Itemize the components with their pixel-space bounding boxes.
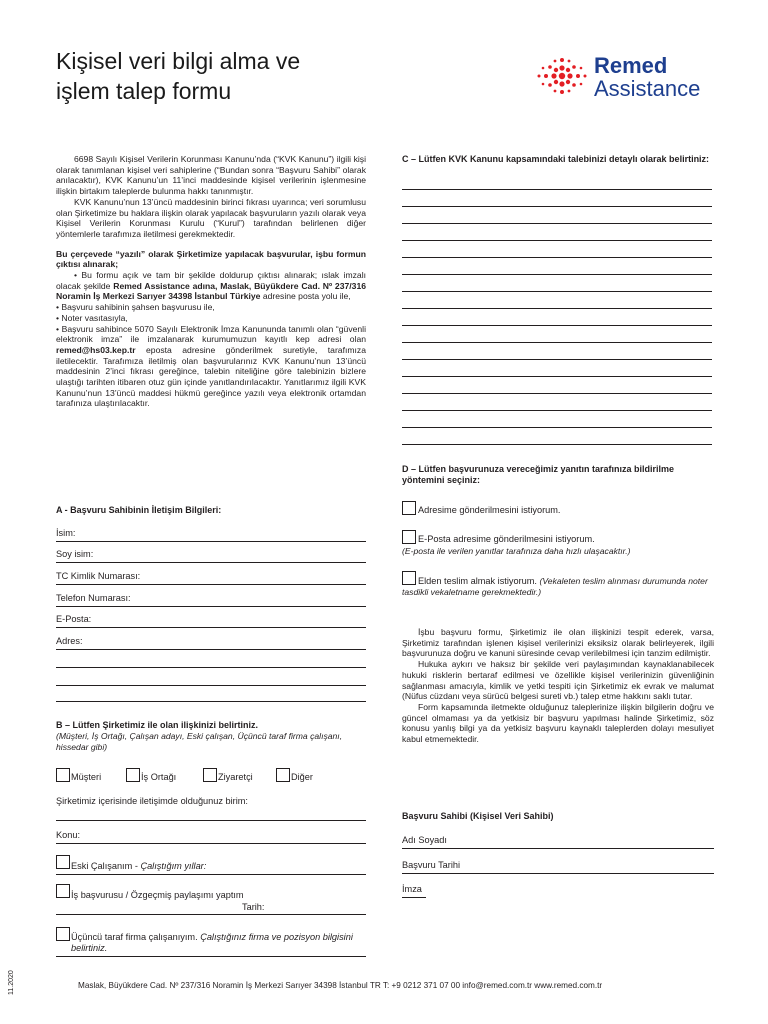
checkbox-diger[interactable] — [276, 768, 290, 782]
field-label-eposta: E-Posta: — [56, 614, 92, 624]
field-input-tc[interactable] — [56, 584, 366, 585]
checkbox-ucuncu-taraf[interactable] — [56, 927, 70, 941]
request-line-12[interactable] — [402, 376, 712, 377]
checkbox-label-elden: Elden teslim almak istiyorum. (Vekaleten teslim alınması durumunda noter tasdikli vekaletname gerekmektedir.) — [402, 576, 708, 597]
remed-logo-icon — [536, 55, 588, 97]
field-input-basvuru-tarihi[interactable] — [402, 873, 714, 874]
field-label-soyisim: Soy isim: — [56, 549, 94, 559]
request-line-10[interactable] — [402, 342, 712, 343]
field-label-isim: İsim: — [56, 528, 76, 538]
intro-bullet-1: • Bu formu açık ve tam bir şekilde doldurup çıktısı alınarak; ıslak imzalı olacak şekilde Remed Assistance adına, Maslak, Büyükdere Cad. Nº 237/316 Noramin İş Merkezi Sarıyer 34398 İstanbul Türkiye adresine posta yolu ile, — [56, 270, 367, 302]
checkbox-is-ortagi[interactable] — [126, 768, 140, 782]
field-input-isim[interactable] — [56, 541, 366, 542]
checkbox-label-ucuncu-taraf: Üçüncü taraf firma çalışanıyım. Çalıştığınız firma ve pozisyon bilgisini belirtiniz. — [71, 932, 353, 953]
checkbox-eposta[interactable] — [402, 530, 416, 544]
checkbox-adres[interactable] — [402, 501, 416, 515]
title-line-2: işlem talep formu — [56, 78, 232, 104]
request-line-9[interactable] — [402, 325, 712, 326]
field-input-ucuncu-taraf[interactable] — [56, 956, 366, 957]
field-label-basvuru-tarihi: Başvuru Tarihi — [402, 860, 461, 870]
request-line-1[interactable] — [402, 189, 712, 190]
checkbox-label-adres: Adresime gönderilmesini istiyorum. — [418, 505, 561, 515]
page-title — [56, 46, 386, 106]
field-input-adres-2[interactable] — [56, 667, 366, 668]
field-input-adres-1[interactable] — [56, 649, 366, 650]
field-input-adres-4[interactable] — [56, 701, 366, 702]
request-line-3[interactable] — [402, 223, 712, 224]
intro-paragraph-1: 6698 Sayılı Kişisel Verilerin Korunması Kanunu’nda (“KVK Kanunu”) ilgili kişi olarak tanımlanan kişisel veri sahiplerine (“Bundan sonra “Başvuru Sahibi” olarak anılacaktır), KVK Kanunu’un 11’inci maddesinde kişisel verilerinin işlenmesine ilişkin birtakım taleplerde bulunma hakkı tanınmıştır. — [56, 154, 366, 197]
intro-bullet-2: • Başvuru sahibinin şahsen başvurusu ile, — [56, 302, 215, 313]
request-line-11[interactable] — [402, 359, 712, 360]
signature-heading: Başvuru Sahibi (Kişisel Veri Sahibi) — [402, 811, 554, 821]
closing-text — [402, 627, 714, 745]
checkbox-label-musteri: Müşteri — [71, 772, 102, 782]
request-line-15[interactable] — [402, 427, 712, 428]
section-b-heading: B – Lütfen Şirketimiz ile olan ilişkinizi belirtiniz. — [56, 720, 259, 730]
checkbox-label-ziyaretci: Ziyaretçi — [218, 772, 253, 782]
cv-date-label: Tarih: — [242, 902, 265, 912]
field-label-telefon: Telefon Numarası: — [56, 593, 131, 603]
field-input-eski-calisan[interactable] — [56, 874, 366, 875]
field-label-tc: TC Kimlik Numarası: — [56, 571, 141, 581]
checkbox-ziyaretci[interactable] — [203, 768, 217, 782]
section-c-heading: C – Lütfen KVK Kanunu kapsamındaki talebinizi detaylı olarak belirtiniz: — [402, 154, 710, 164]
checkbox-label-is-ortagi: İş Ortağı — [141, 772, 177, 782]
section-d-heading: D – Lütfen başvurunuza vereceğimiz yanıtın tarafınıza bildirilme yöntemini seçiniz: — [402, 464, 675, 485]
footer-contact: Maslak, Büyükdere Cad. Nº 237/316 Noramin İş Merkezi Sarıyer 34398 İstanbul TR T: +9 0212 371 07 00 info@remed.com.tr www.remed.com.tr — [78, 981, 603, 990]
request-line-16[interactable] — [402, 444, 712, 445]
side-date: 11.2020 — [8, 970, 15, 995]
intro-bold-heading: Bu çerçevede “yazılı” olarak Şirketimize yapılacak başvurular, işbu formun çıktısı alınarak; — [56, 248, 366, 270]
request-line-6[interactable] — [402, 274, 712, 275]
field-input-birim[interactable] — [56, 820, 366, 821]
field-input-cv-date[interactable] — [56, 914, 366, 915]
request-line-14[interactable] — [402, 410, 712, 411]
field-input-imza[interactable] — [402, 897, 426, 898]
section-b-subtext: (Müşteri, İş Ortağı, Çalışan adayı, Eski çalışan, Üçüncü taraf firma çalışanı, hissedar gibi) — [56, 731, 343, 752]
checkbox-musteri[interactable] — [56, 768, 70, 782]
request-line-7[interactable] — [402, 291, 712, 292]
title-line-1: Kişisel veri bilgi alma ve — [56, 48, 301, 74]
request-line-5[interactable] — [402, 257, 712, 258]
intro-paragraph-2: KVK Kanunu’nun 13’üncü maddesinin birinci fıkrası uyarınca; veri sorumlusu olan Şirketimize bu haklara ilişkin olarak yapılacak başvuruların yazılı olarak veya Kişisel Verilerin Korunması Kurulu (“Kurul”) tarafından belirlenen diğer yöntemlerle tarafımıza iletilmesi gerekmektedir. — [56, 196, 366, 239]
request-line-8[interactable] — [402, 308, 712, 309]
field-input-telefon[interactable] — [56, 606, 366, 607]
field-label-konu: Konu: — [56, 830, 81, 840]
request-line-13[interactable] — [402, 393, 712, 394]
checkbox-label-eski-calisan: Eski Çalışanım - Çalıştığım yıllar: — [71, 861, 207, 871]
field-label-adres: Adres: — [56, 636, 83, 646]
checkbox-eski-calisan[interactable] — [56, 855, 70, 869]
logo-word-assistance: Assistance — [594, 76, 701, 101]
checkbox-label-eposta: E-Posta adresime gönderilmesini istiyorum. — [418, 534, 595, 544]
intro-text — [56, 154, 366, 409]
checkbox-label-diger: Diğer — [291, 772, 313, 782]
checkbox-label-is-basvurusu: İş başvurusu / Özgeçmiş paylaşımı yaptım — [71, 890, 244, 900]
closing-paragraph-1: İşbu başvuru formu, Şirketimiz ile olan ilişkinizi tespit ederek, varsa, Şirketimiz tarafından işlenen kişisel verilerinizi eksiksiz olarak belirleyerek, ilgili başvurunuza doğru ve kanuni süresinde cevap verilebilmesi için tanzim edilmiştir. — [402, 627, 714, 659]
section-a-heading: A - Başvuru Sahibinin İletişim Bilgileri: — [56, 505, 222, 515]
request-line-2[interactable] — [402, 206, 712, 207]
intro-bullet-4: • Başvuru sahibince 5070 Sayılı Elektronik İmza Kanununda tanımlı olan “güvenli elektronik imza” ile imzalanarak kurumumuzun kayıtlı kep adresi olan remed@hs03.kep.tr eposta adresine gönderilmek suretiyle, tarafımıza iletilecektir. Tarafımıza iletilmiş olan başvurularınız KVK Kanunu’nun 13’üncü maddesinin 2’inci fıkrası gereğince, talebin niteliğine göre talebinizin bizlere ulaştığı tarihten itibaren otuz gün içinde yanıtlandırılacaktır. Yanıtlarımız ilgili KVK Kanunu’nun 13’üncü maddesi hükmü gereğince yazılı veya elektronik ortamdan tarafınıza ulaştırılacaktır. — [56, 323, 366, 409]
field-input-adres-3[interactable] — [56, 685, 366, 686]
closing-paragraph-3: Form kapsamında iletmekte olduğunuz taleplerinize ilişkin bilgilerin doğru ve güncel olmaması ya da yetkisiz bir başvuru yapılması halinde Şirketimiz, söz konusu yanlış bilgi ya da yetkisiz başvuru kaynaklı taleplerden dolayı mesuliyet kabul etmemektedir. — [402, 701, 714, 745]
field-input-konu[interactable] — [56, 843, 366, 844]
field-input-adi-soyadi[interactable] — [402, 848, 714, 849]
intro-bullet-3: • Noter vasıtasıyla, — [56, 312, 128, 323]
field-input-eposta[interactable] — [56, 627, 366, 628]
eposta-note: (E-posta ile verilen yanıtlar tarafınıza daha hızlı ulaşacaktır.) — [402, 546, 631, 556]
field-input-soyisim[interactable] — [56, 562, 366, 563]
field-label-birim: Şirketimiz içerisinde iletişimde olduğunuz birim: — [56, 796, 248, 806]
checkbox-is-basvurusu[interactable] — [56, 884, 70, 898]
field-label-adi-soyadi: Adı Soyadı — [402, 835, 447, 845]
logo-word-remed: Remed — [594, 53, 668, 78]
field-label-imza: İmza — [402, 884, 422, 894]
request-line-4[interactable] — [402, 240, 712, 241]
closing-paragraph-2: Hukuka aykırı ve haksız bir şekilde veri paylaşımından kaynaklanabilecek hukuki risklerin bertaraf edilmesi ve özellikle kişisel verilerinizin güvenliğinin sağlanması amacıyla, kimlik ve yetki tespiti için Şirketimiz ek evrak ve malumat (Nüfus cüzdanı veya sürücü belgesi sureti vb.) talep etme hakkını saklı tutar. — [402, 659, 714, 702]
